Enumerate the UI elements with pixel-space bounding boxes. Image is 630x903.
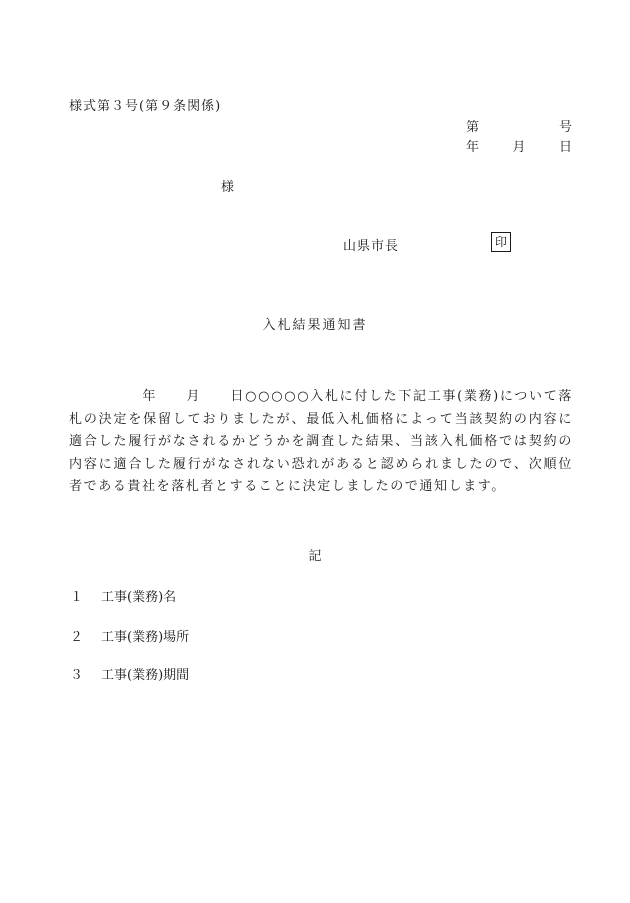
item-number: ３ — [70, 668, 84, 683]
issuer: 山県市長 — [343, 239, 400, 254]
item-label: 工事(業務)場所 — [101, 630, 190, 645]
item-number: ２ — [70, 630, 84, 645]
list-item — [70, 626, 189, 645]
form-number: 様式第３号(第９条関係) — [69, 99, 222, 114]
date-month: 月 — [512, 140, 526, 155]
addressee: 様 — [221, 180, 235, 195]
ki-heading: 記 — [308, 549, 322, 564]
document-number — [466, 116, 572, 135]
item-label: 工事(業務)期間 — [101, 668, 190, 683]
date-year: 年 — [466, 140, 480, 155]
document-title: 入札結果通知書 — [262, 318, 368, 333]
body-paragraph: 年 月 日○○○○○入札に付した下記工事(業務)について落札の決定を保留しておりましたが、最低入札価格によって当該契約の内容に適合した履行がなされるかどうかを調査した結果、当該入札価格では契約の内容に適合した履行がなされない恐れがあると認められましたので、次順位者である貴社を落札者とすることに決定しましたので通知します。 — [69, 389, 573, 494]
seal-label: 印 — [494, 235, 507, 249]
document-date — [466, 136, 572, 155]
list-item — [70, 664, 189, 683]
list-item — [70, 586, 176, 605]
document-number-prefix: 第 — [466, 120, 480, 135]
item-label: 工事(業務)名 — [101, 590, 177, 605]
seal-box — [491, 232, 511, 252]
document-number-suffix: 号 — [558, 120, 572, 135]
item-number: １ — [70, 590, 84, 605]
date-day: 日 — [558, 140, 572, 155]
